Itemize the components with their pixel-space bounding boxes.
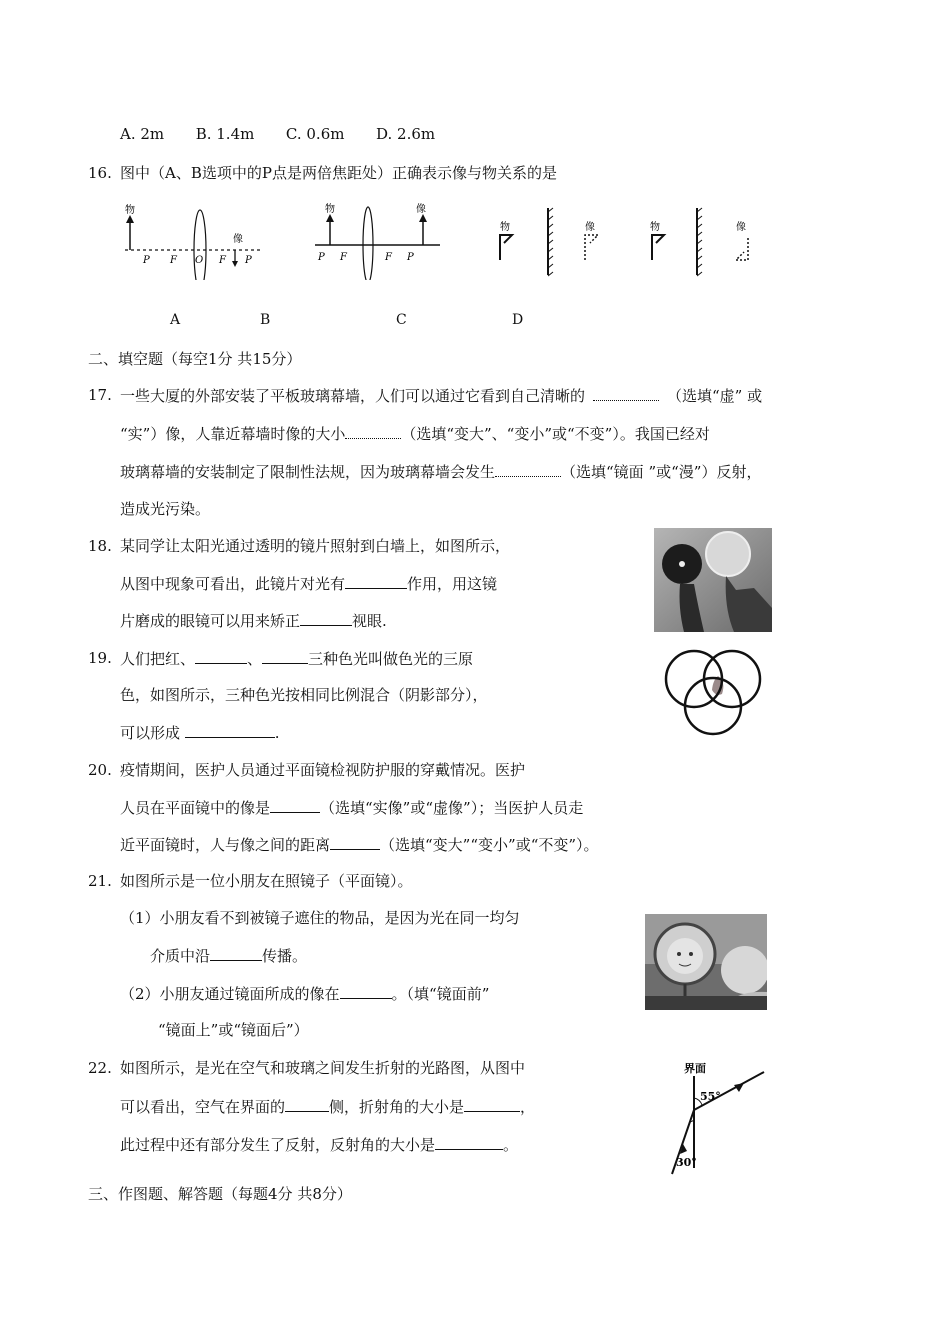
q15-option-a: A. 2m [120,125,165,143]
q19-line2: 色，如图所示，三种色光按相同比例混合（阴影部分）， [120,686,488,704]
q21-sub2-line1: （2）小朋友通过镜面所成的像在 。（填“镜面前” [120,985,490,1003]
q19-line1: 人们把红、 、 三种色光叫做色光的三原 [120,650,474,668]
q22-blank1[interactable] [285,1096,329,1112]
q18-line1: 某同学让太阳光通过透明的镜片照射到白墙上，如图所示， [120,537,511,555]
q16-caption-d: D [512,312,524,328]
q16a-obj-label: 物 [125,205,135,216]
q16b-f2: F [385,252,392,263]
q22-refraction-diagram [660,1058,770,1178]
q16a-img-label: 像 [233,234,243,245]
q16a-f2: F [219,255,226,266]
q21-sub1-line2: 介质中沿 传播。 [150,947,308,965]
q22-line3: 此过程中还有部分发生了反射，反射角的大小是 。 [120,1136,519,1154]
q18-line2: 从图中现象可看出，此镜片对光有 作用，用这镜 [120,575,498,593]
q16-text: 图中（A、B选项中的P点是两倍焦距处）正确表示像与物关系的是 [120,164,557,182]
q22-angle2-label: 30° [676,1156,697,1169]
q18-blank2[interactable] [300,610,352,626]
q22-line1: 如图所示，是光在空气和玻璃之间发生折射的光路图，从图中 [120,1059,526,1077]
q16-caption-c: C [396,312,407,328]
q16c-img-label: 像 [585,222,595,233]
q16b-obj-label: 物 [325,204,335,215]
q18-lens-photo [654,528,772,632]
q15-options [120,124,435,144]
q21-blank2[interactable] [340,983,392,999]
q17-blank2[interactable] [345,423,401,439]
q20-blank1[interactable] [270,797,320,813]
q16-figure-b [310,200,450,280]
q18-blank1[interactable] [345,573,407,589]
q19-blank2[interactable] [262,648,308,664]
q16-caption-b: B [260,312,271,328]
q20-line3: 近平面镜时，人与像之间的距离 （选填“变大”“变小”或“不变”）。 [120,836,599,854]
q20-line1: 疫情期间，医护人员通过平面镜检视防护服的穿戴情况。医护 [120,761,526,779]
q22-number: 22. [88,1059,112,1077]
q22-boundary-label: 界面 [684,1062,706,1075]
q19-blank1[interactable] [195,648,247,664]
q16d-img-label: 像 [736,222,746,233]
q17-line3: 玻璃幕墙的安装制定了限制性法规，因为玻璃幕墙会发生 （选填“镜面 ”或“漫”）反射， [120,463,762,481]
q16-figure-a [115,200,270,280]
q22-blank2[interactable] [464,1096,520,1112]
q22-line2: 可以看出，空气在界面的 侧，折射角的大小是 ， [120,1098,536,1116]
q16b-f1: F [340,252,347,263]
q16b-img-label: 像 [416,204,426,215]
q15-option-d: D. 2.6m [376,125,436,143]
q16a-o: O [195,255,204,266]
q21-sub1-line1: （1）小朋友看不到被镜子遮住的物品，是因为光在同一均匀 [120,909,520,927]
q17-line2: “实”）像，人靠近幕墙时像的大小 （选填“变大”、“变小”或“不变”）。我国已经对 [120,425,710,443]
q21-mirror-photo [645,914,767,1010]
q19-line3: 可以形成 . [120,724,280,742]
q17-number: 17. [88,386,112,404]
q19-number: 19. [88,649,112,667]
q16a-p1: P [143,255,150,266]
q16a-p2: P [245,255,252,266]
q16-number: 16. [88,164,112,182]
section2-title: 二、填空题（每空1分 共15分） [88,350,302,368]
q20-number: 20. [88,761,112,779]
q22-blank3[interactable] [435,1134,503,1150]
q21-blank1[interactable] [210,945,262,961]
q18-number: 18. [88,537,112,555]
q16-caption-a: A [170,312,181,328]
q15-option-b: B. 1.4m [195,125,255,143]
q20-line2: 人员在平面镜中的像是 （选填“实像”或“虚像”）；当医护人员走 [120,799,584,817]
q17-blank3[interactable] [495,461,561,477]
q20-blank2[interactable] [330,834,380,850]
q16-figure-cd [490,200,760,280]
q16c-obj-label: 物 [500,222,510,233]
q21-intro: 如图所示是一位小朋友在照镜子（平面镜）。 [120,872,413,890]
q16d-obj-label: 物 [650,222,660,233]
q21-sub2-line2: “镜面上”或“镜面后”） [158,1021,309,1039]
q17-line4: 造成光污染。 [120,500,211,518]
section3-title: 三、作图题、解答题（每题4分 共8分） [88,1185,352,1203]
q16b-p2: P [407,252,414,263]
q16a-f1: F [170,255,177,266]
q22-angle1-label: 55° [700,1090,721,1103]
q16b-p1: P [318,252,325,263]
q17-line1: 一些大厦的外部安装了平板玻璃幕墙，人们可以通过它看到自己清晰的 （选填“虚” 或 [120,387,763,405]
q18-line3: 片磨成的眼镜可以用来矫正 视眼. [120,612,387,630]
q21-number: 21. [88,872,112,890]
q19-blank3[interactable] [185,722,275,738]
q17-blank1[interactable] [593,385,659,401]
q19-color-circles [656,646,770,740]
q15-option-c: C. 0.6m [285,125,345,143]
